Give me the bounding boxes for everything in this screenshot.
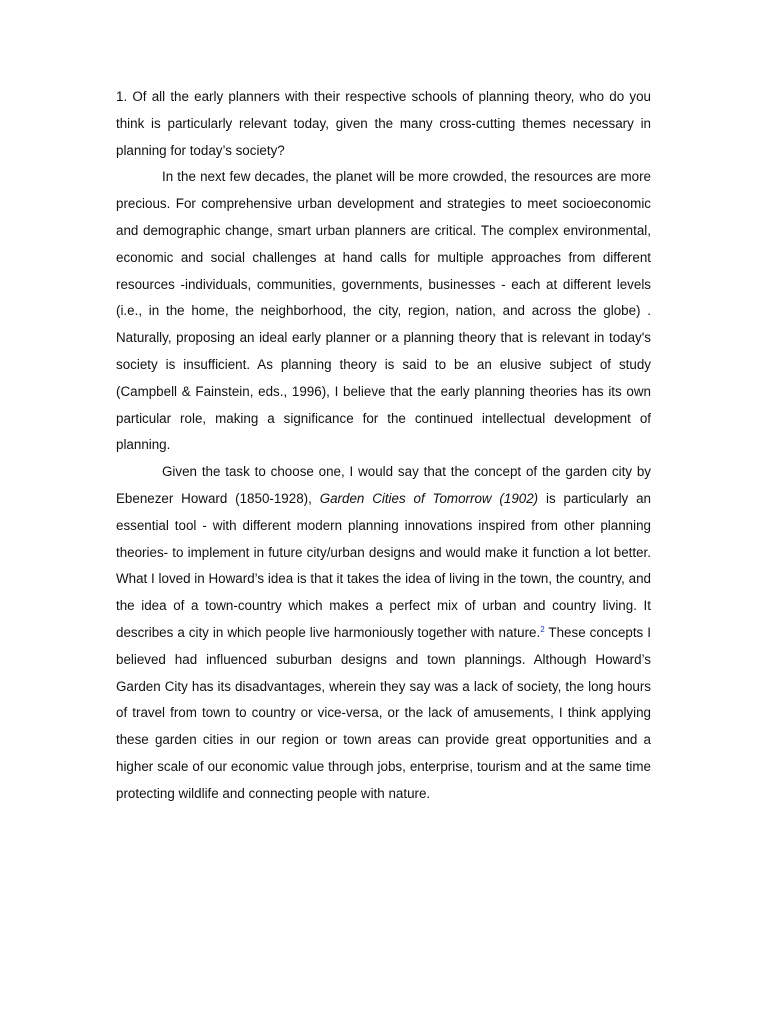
document-page — [116, 84, 651, 808]
paragraph-2-part-2: is particularly an essential tool - with different modern planning innovations inspired from other planning theories- to implement in future city/urban designs and would make it function a lot better. What I loved in Howard’s idea is that it takes the idea of living in the town, the country, and the idea of a town-country which makes a perfect mix of urban and country living. It describes a city in which people live harmoniously together with nature. — [116, 490, 651, 640]
paragraph-2-part-3: These concepts I believed had influenced suburban designs and town plannings. Although Howard’s Garden City has its disadvantages, wherein they say was a lack of society, the long hours of travel from town to country or vice-versa, or the lack of amusements, I think applying these garden cities in our region or town areas can provide great opportunities and a higher scale of our economic value through jobs, enterprise, tourism and at the same time protecting wildlife and connecting people with nature. — [116, 624, 651, 801]
paragraph-2-part-1: Given the task to choose one, I would say that the concept of the garden city by Ebenezer Howard (1850-1928), — [116, 464, 651, 506]
question-text: 1. Of all the early planners with their respective schools of planning theory, who do you think is particularly relevant today, given the many cross-cutting themes necessary in planning for today’s society? — [116, 89, 651, 158]
book-title: Garden Cities of Tomorrow (1902) — [319, 490, 539, 506]
paragraph-2 — [116, 459, 651, 807]
paragraph-1: In the next few decades, the planet will be more crowded, the resources are more precious. For comprehensive urban development and strategies to meet socioeconomic and demographic change, smart urban planners are critical. The complex environmental, economic and social challenges at hand calls for multiple approaches from different resources -individuals, communities, governments, businesses - each at different levels (i.e., in the home, the neighborhood, the city, region, nation, and across the globe) . Naturally, proposing an ideal early planner or a planning theory that is relevant in today's society is insufficient. As planning theory is said to be an elusive subject of study (Campbell & Fainstein, eds., 1996), I believe that the early planning theories has its own particular role, making a significance for the continued intellectual development of planning. — [116, 169, 651, 453]
footnote-marker[interactable]: 2 — [540, 624, 545, 634]
